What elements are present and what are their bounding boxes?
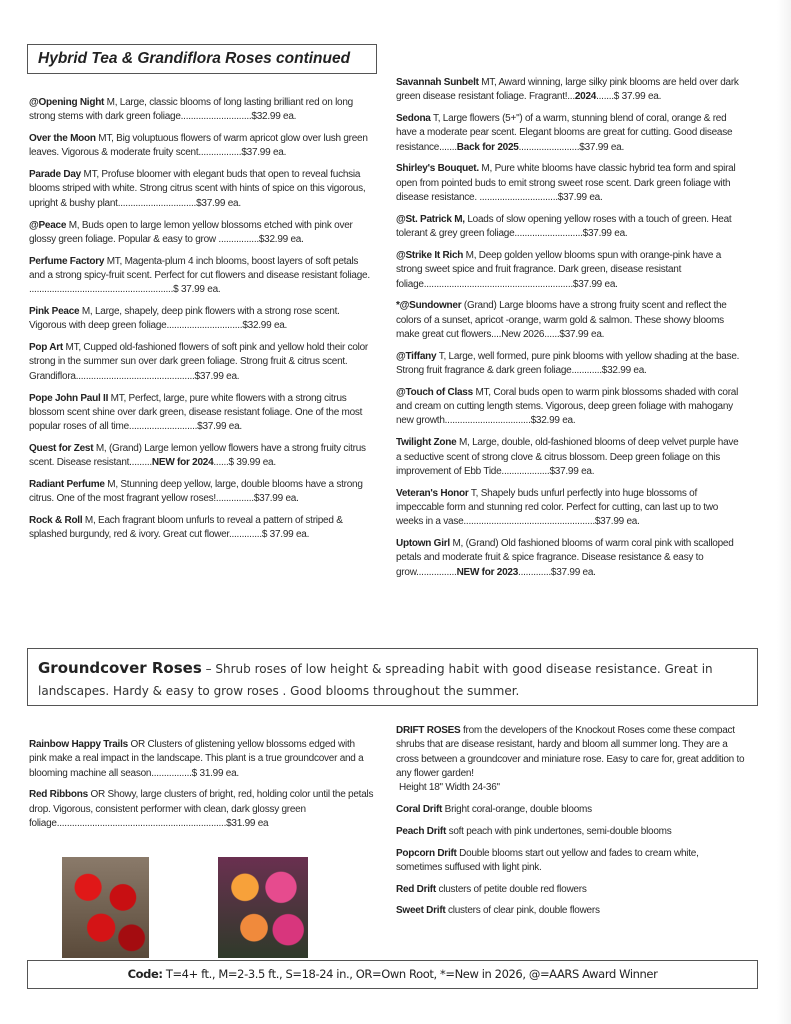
rose-entry bbox=[29, 788, 374, 831]
rose-entry bbox=[29, 305, 374, 334]
entry-text: .......$ 37.99 ea. bbox=[596, 91, 662, 103]
entry-text: ........................$37.99 ea. bbox=[518, 141, 625, 153]
entry-name: Peach Drift bbox=[396, 825, 447, 837]
entry-name: *@Sundowner bbox=[396, 300, 462, 312]
entry-name: Red Ribbons bbox=[29, 789, 88, 801]
rose-entry bbox=[396, 883, 746, 897]
entry-name: @Peace bbox=[29, 219, 67, 231]
entry-text: MT, Big voluptuous flowers of warm apricot glow over lush green leaves. Vigorous & moderate fruity scent.................$37.99 ea. bbox=[29, 133, 368, 159]
entry-text: Loads of slow opening yellow roses with a touch of green. Heat tolerant & grey green foliage...........................$37.99 ea. bbox=[396, 213, 732, 240]
entry-text: M, (Grand) Large lemon yellow flowers have a strong fruity citrus scent. Disease resistant......... bbox=[29, 442, 366, 469]
entry-name: Popcorn Drift bbox=[396, 847, 457, 859]
entry-name: Coral Drift bbox=[396, 803, 443, 815]
rose-entry bbox=[29, 96, 374, 125]
entry-name: NEW for 2023 bbox=[456, 566, 519, 578]
entry-text: MT, Perfect, large, pure white flowers with a strong citrus blossom scent shine over dark green, disease resistant foliage. One of the most popular roses of all time...........................$37.99 ea. bbox=[29, 392, 363, 433]
section-title: Hybrid Tea & Grandiflora Roses continued bbox=[38, 50, 351, 67]
entry-name: Sweet Drift bbox=[396, 905, 446, 917]
entry-text: T, Large, well formed, pure pink blooms with yellow shading at the base. Strong fruit fragrance & dark green foliage............$32.99 ea. bbox=[396, 350, 740, 377]
entry-text: .............$37.99 ea. bbox=[518, 566, 596, 578]
entry-text: Bright coral-orange, double blooms bbox=[442, 803, 592, 815]
code-label: Code: bbox=[127, 967, 163, 981]
rose-entry bbox=[396, 249, 744, 292]
code-text: T=4+ ft., M=2-3.5 ft., S=18-24 in., OR=Own Root, *=New in 2026, @=AARS Award Winner bbox=[162, 967, 658, 981]
entry-name: @Strike It Rich bbox=[396, 249, 464, 261]
entry-text: M, Each fragrant bloom unfurls to reveal a pattern of striped & splashed burgundy, red & ivory. Great cut flower.............$ 37.99 ea. bbox=[29, 515, 343, 541]
entry-name: @St. Patrick M, bbox=[396, 213, 465, 225]
rose-entry bbox=[396, 847, 746, 876]
groundcover-description: – Shrub roses of low height & spreading habit with good disease resistance. Great in landscapes. Hardy & easy to grow roses . Good blooms throughout the summer. bbox=[38, 662, 713, 698]
entry-text: OR Showy, large clusters of bright, red, holding color until the petals drop. Vigorous, consistent performer with clean, dark glossy green foliage...................................................................$31.99 ea bbox=[29, 789, 374, 829]
rose-entry bbox=[396, 112, 744, 155]
entry-name: Shirley's Bouquet. bbox=[396, 163, 479, 175]
rose-entry bbox=[396, 803, 746, 817]
entry-text: M, Large, classic blooms of long lasting brilliant red on long strong stems with dark green foliage............................$32.99 ea. bbox=[29, 97, 353, 123]
entry-text: OR Clusters of glistening yellow blossoms edged with pink make a real impact in the landscape. This plant is a true groundcover and a blooming machine all season................$ 31.99 ea. bbox=[29, 739, 364, 779]
entry-name: @Tiffany bbox=[396, 350, 437, 362]
page-edge bbox=[777, 0, 791, 1024]
rose-entry bbox=[396, 299, 744, 342]
rose-entry bbox=[396, 537, 744, 580]
entry-name: Parade Day bbox=[29, 169, 81, 181]
drift-roses-list bbox=[396, 724, 746, 926]
entry-name: NEW for 2024 bbox=[151, 457, 214, 469]
entry-text: from the developers of the Knockout Roses come these compact shrubs that are disease resistant, hardy and bloom all summer long. They are a cross between a groundcover and miniature rose. Easy to care for, great addition to any flower garden! bbox=[396, 725, 745, 779]
entry-name: Twilight Zone bbox=[396, 437, 457, 449]
rose-entry bbox=[396, 162, 744, 205]
entry-text: M, (Grand) Old fashioned blooms of warm coral pink with scalloped petals and moderate fruit & spice fragrance. Disease resistance & easy to grow................ bbox=[396, 538, 734, 578]
entry-text: T, Large flowers (5+") of a warm, stunning blend of coral, orange & red have a moderate pear scent. Elegant blooms are great for cutting. Good disease resistance....... bbox=[396, 113, 733, 153]
entry-name: Red Drift bbox=[396, 883, 436, 895]
entry-text: MT, Magenta-plum 4 inch blooms, boost layers of soft petals and a strong spicy-fruit scent. Perfect for cut flowers and disease resistant foliage. .........................................................$ 37.99 ea. bbox=[29, 255, 370, 296]
rose-entry bbox=[29, 168, 374, 211]
entry-text: MT, Cupped old-fashioned flowers of soft pink and yellow hold their color strong in the summer sun over dark green foliage. Strong fruit & citrus scent. Grandiflora...............................................$37.99 ea. bbox=[29, 342, 369, 382]
entry-name: Pink Peace bbox=[29, 306, 80, 318]
groundcover-left-list bbox=[29, 738, 374, 839]
entry-text: MT, Profuse bloomer with elegant buds that open to reveal fuchsia blooms striped with white. Strong citrus scent with hints of spice on this vigorous, upright & bushy plant...............................$37.99 ea. bbox=[29, 169, 366, 209]
red-rose-photo bbox=[62, 857, 149, 958]
entry-name: Quest for Zest bbox=[29, 442, 94, 454]
rose-entry bbox=[396, 76, 744, 105]
section-title-box bbox=[27, 44, 377, 74]
groundcover-heading: Groundcover Roses bbox=[38, 659, 202, 677]
rose-entry bbox=[396, 825, 746, 839]
rose-entry bbox=[396, 487, 744, 530]
rose-entry bbox=[29, 341, 374, 384]
entry-name: Savannah Sunbelt bbox=[396, 77, 479, 88]
rose-entry bbox=[29, 738, 374, 781]
entry-name: Veteran's Honor bbox=[396, 487, 469, 499]
rose-entry bbox=[29, 514, 374, 543]
entry-name: Rock & Roll bbox=[29, 515, 83, 527]
entry-text: M, Stunning deep yellow, large, double blooms have a strong citrus. One of the most fragrant yellow roses!...............$37.99 ea. bbox=[29, 479, 363, 505]
entry-name: Perfume Factory bbox=[29, 255, 105, 267]
entry-text: clusters of petite double red flowers bbox=[435, 883, 587, 895]
rose-entry bbox=[29, 255, 374, 298]
entry-text: soft peach with pink undertones, semi-double blooms bbox=[446, 825, 672, 837]
left-rose-list bbox=[29, 96, 374, 550]
rose-entry bbox=[29, 442, 374, 471]
entry-name: Back for 2025 bbox=[456, 141, 519, 153]
entry-text: Height 18" Width 24-36" bbox=[399, 782, 500, 794]
rose-entry bbox=[29, 132, 374, 161]
code-legend bbox=[27, 960, 758, 989]
entry-name: Sedona bbox=[396, 113, 431, 125]
entry-name: Pope John Paul II bbox=[29, 392, 109, 404]
rose-entry bbox=[29, 219, 374, 248]
rose-entry bbox=[396, 904, 746, 918]
entry-text: clusters of clear pink, double flowers bbox=[445, 905, 600, 917]
rose-entry bbox=[396, 386, 744, 429]
entry-name: Over the Moon bbox=[29, 133, 96, 145]
entry-name: Pop Art bbox=[29, 342, 63, 354]
entry-name: @Touch of Class bbox=[396, 386, 473, 398]
entry-text: M, Large, shapely, deep pink flowers with a strong rose scent. Vigorous with deep green foliage..............................$32.99 ea. bbox=[29, 306, 340, 332]
entry-text: M, Buds open to large lemon yellow blossoms etched with pink over glossy green foliage. Popular & easy to grow ................$32.99 ea. bbox=[29, 219, 353, 245]
entry-name: 2024 bbox=[574, 91, 597, 103]
rose-entry bbox=[29, 478, 374, 507]
entry-text: ......$ 39.99 ea. bbox=[213, 457, 276, 469]
entry-name: Radiant Perfume bbox=[29, 479, 105, 491]
rose-entry bbox=[396, 350, 744, 379]
entry-text: Double blooms start out yellow and fades to cream white, sometimes suffused with light pink. bbox=[396, 847, 699, 873]
rose-entry bbox=[396, 724, 746, 795]
entry-text: MT, Award winning, large silky pink blooms are held over dark green disease resistant foliage. Fragrant!... bbox=[396, 77, 739, 103]
entry-name: DRIFT ROSES bbox=[396, 725, 461, 736]
entry-text: T, Shapely buds unfurl perfectly into huge blossoms of impeccable form and stunning red color. Perfect for cutting, can last up to two weeks in a vase....................................................$37.99 ea. bbox=[396, 487, 719, 528]
pink-rose-photo bbox=[218, 857, 308, 958]
entry-name: Uptown Girl bbox=[396, 538, 450, 550]
entry-name: @Opening Night bbox=[29, 97, 105, 108]
entry-text: M, Pure white blooms have classic hybrid tea form and spiral open from pointed buds to emit strong sweet rose scent. Dark green foliage with disease resistance. ...............................$37.99 ea. bbox=[396, 163, 736, 204]
entry-text: M, Large, double, old-fashioned blooms of deep velvet purple have a seductive scent of strong clove & citrus blossom. Deep green foliage on this improvement of Ebb Tide...................$37.99 ea. bbox=[396, 437, 739, 477]
rose-entry bbox=[396, 213, 744, 242]
entry-name: Rainbow Happy Trails bbox=[29, 739, 128, 750]
entry-text: MT, Coral buds open to warm pink blossoms shaded with coral and cream on cutting length stems. Vigorous, deep green foliage with mahogany new growth..................................$32.99 ea. bbox=[396, 386, 739, 427]
entry-text: (Grand) Large blooms have a strong fruity scent and reflect the colors of a sunset, apricot -orange, warm gold & salmon. These showy blooms make great cut flowers....New 2026......$37.99 ea. bbox=[396, 300, 727, 340]
groundcover-header-box bbox=[27, 648, 758, 706]
right-rose-list bbox=[396, 76, 744, 587]
rose-entry bbox=[396, 436, 744, 479]
rose-entry bbox=[29, 392, 374, 435]
entry-text: M, Deep golden yellow blooms spun with orange-pink have a strong sweet spice and fruit fragrance. Dark green, disease resistant foliage...........................................................$37.99 ea. bbox=[396, 249, 722, 290]
